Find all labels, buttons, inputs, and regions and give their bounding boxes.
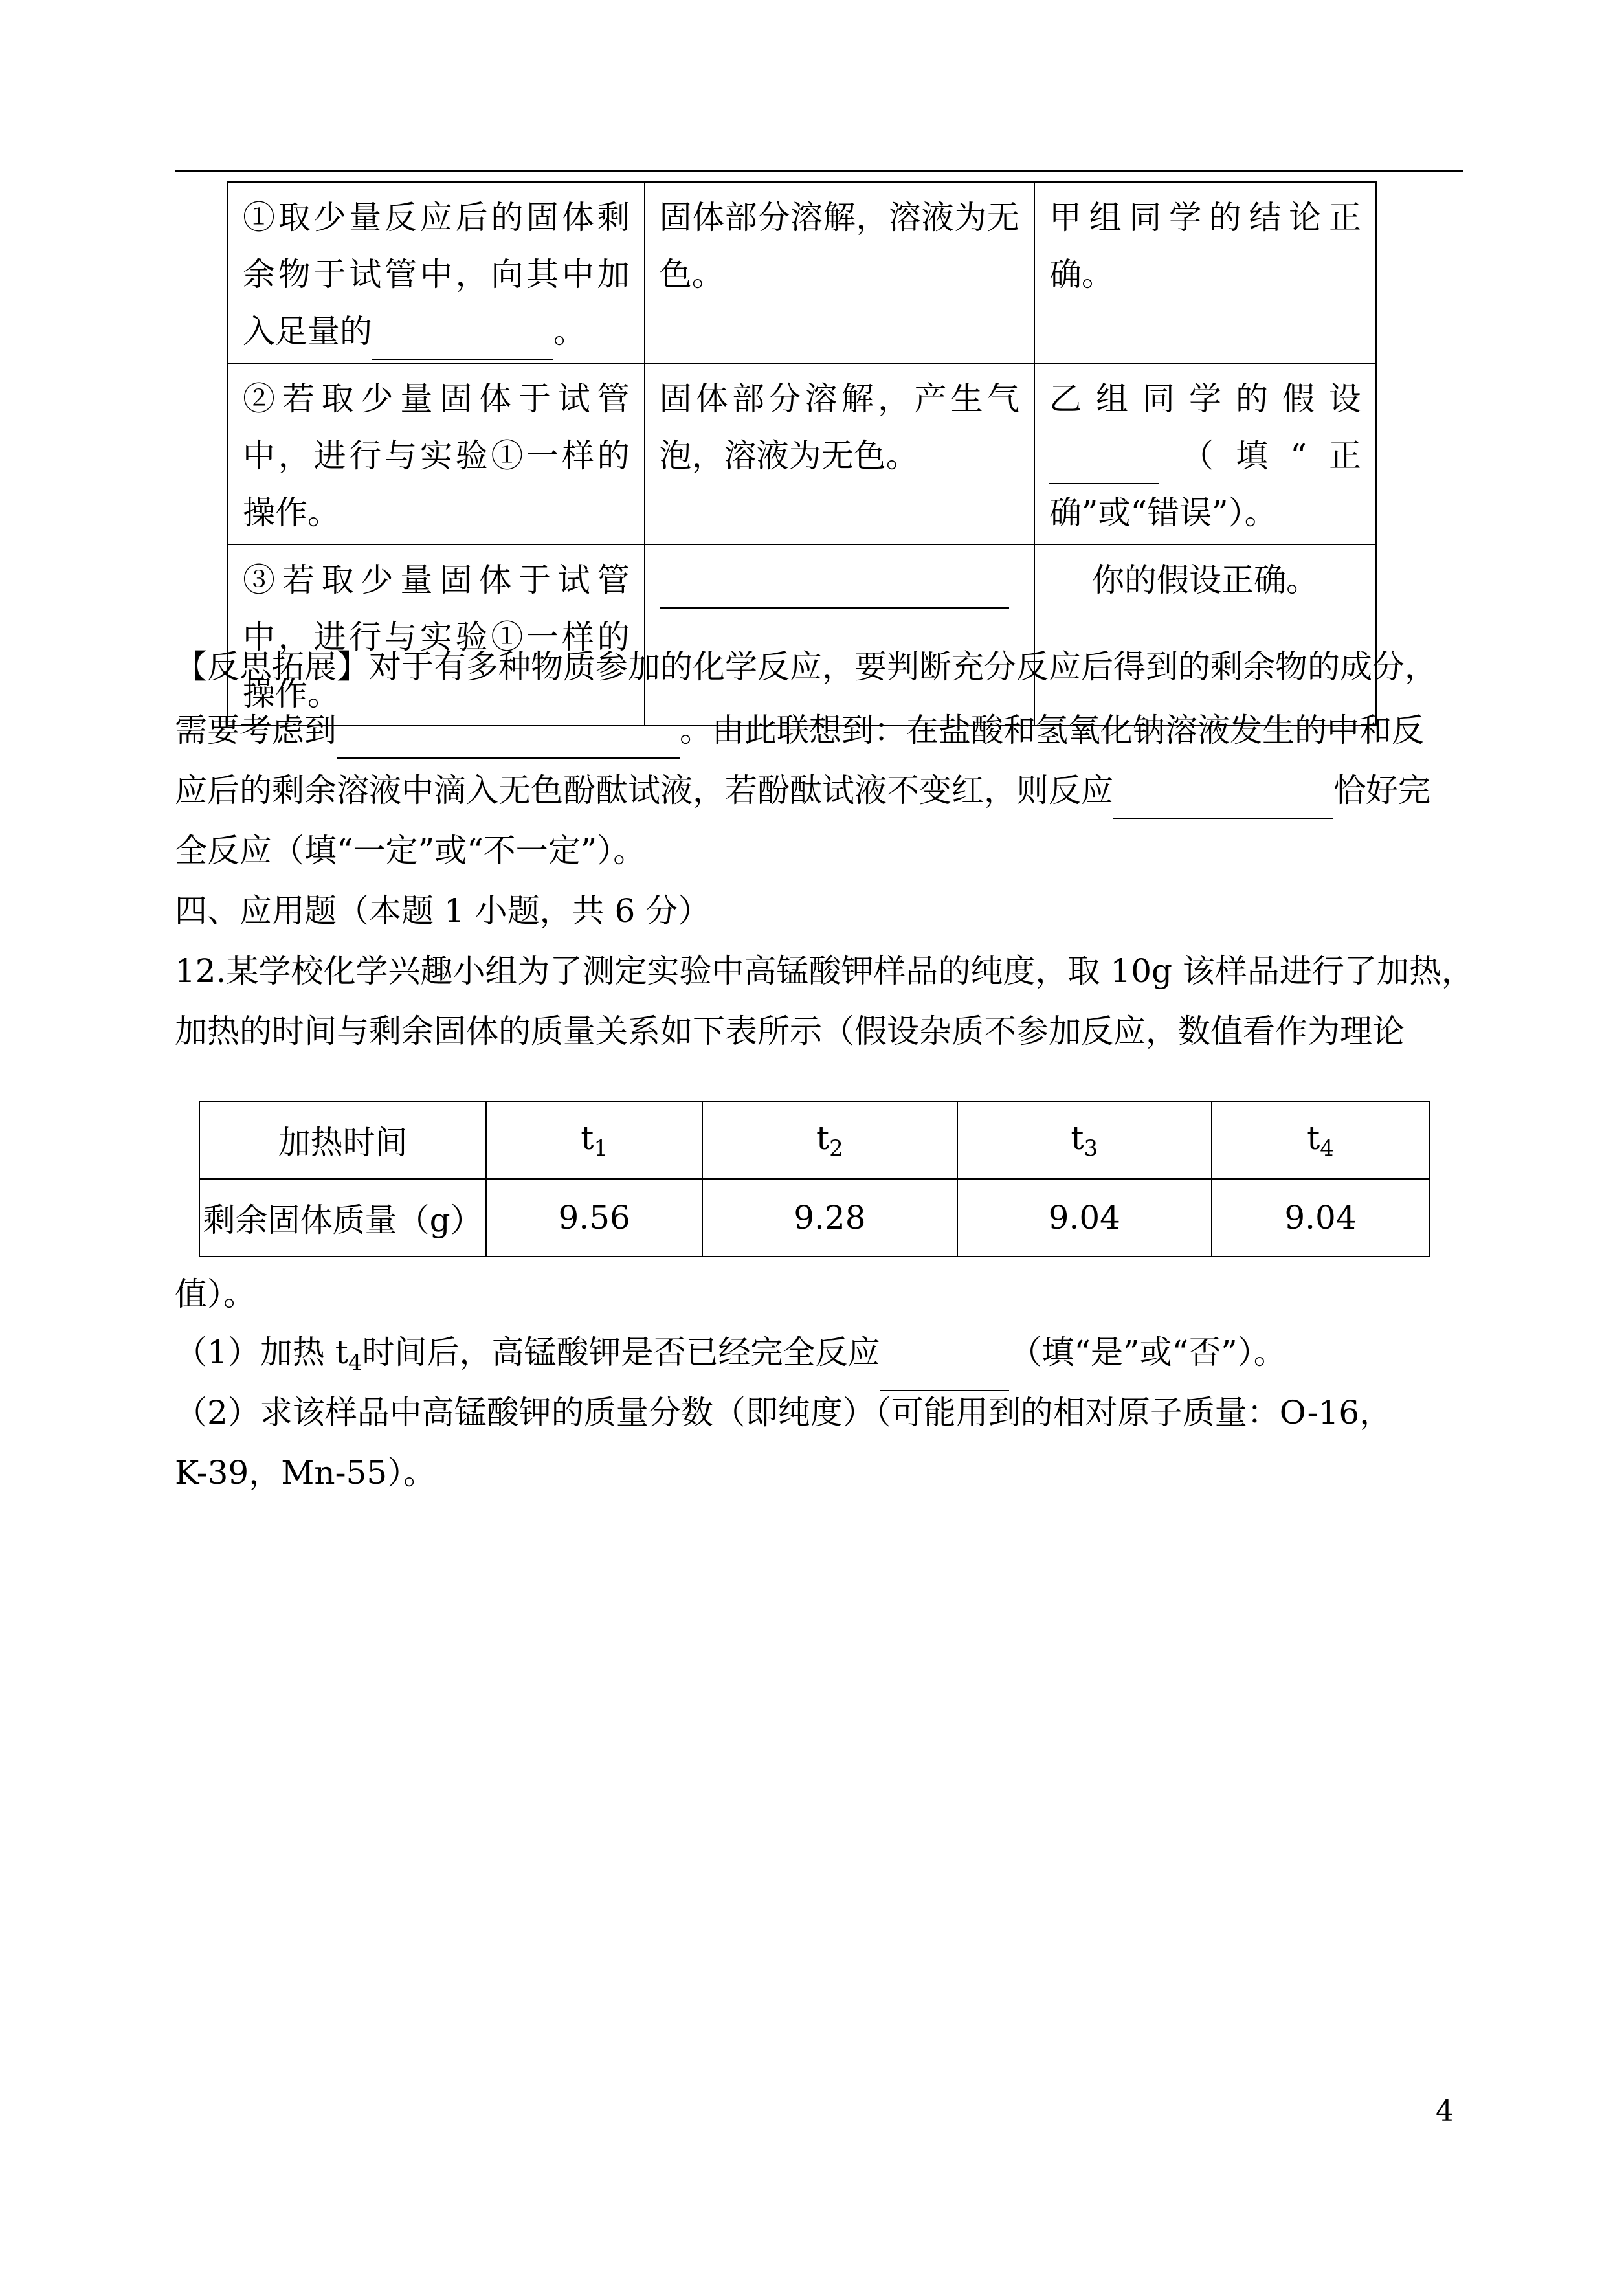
mass-cell: 9.56 [486,1179,702,1257]
reflection-line: 需要考虑到 。由此联想到：在盐酸和氢氧化钠溶液发生的中和反 [175,702,1463,759]
answer-blank[interactable] [1113,780,1333,819]
time-cell: $t_4$ [1212,1101,1429,1179]
reflection-line: 【反思拓展】对于有多种物质参加的化学反应，要判断充分反应后得到的剩余物的成分， [175,648,1437,686]
section-title: 四、应用题（本题 1 小题，共 6 分） [175,892,711,930]
mass-cell: 9.28 [702,1179,957,1257]
question-text: 值）。 [175,1275,256,1313]
question-text: 12.某学校化学兴趣小组为了测定实验中高锰酸钾样品的纯度，取 10g 该样品进行了加热， [175,952,1474,990]
mass-cell: 9.04 [1212,1179,1429,1257]
experiment-conclusion: 甲组同学的结论正确。 [1034,182,1376,363]
experiment-step: ②若取少量固体于试管中，进行与实验①一样的操作。 [228,363,645,544]
experiment-conclusion: 乙组同学的假设（填“正确”或“错误”）。 [1034,363,1376,544]
table-row [199,1179,1429,1257]
experiment-step: ①取少量反应后的固体剩余物于试管中，向其中加入足量的 。 [228,182,645,363]
experiment-step: ③若取少量固体于试管中，进行与实验①一样的操作。 [228,544,645,726]
reflection-line: 全反应（填“一定”或“不一定”）。 [175,832,646,869]
answer-blank[interactable] [372,321,553,360]
answer-blank[interactable] [1049,445,1159,484]
mass-cell: 9.04 [957,1179,1212,1257]
heating-data-table [199,1101,1430,1257]
table-row [228,182,1376,363]
time-cell: $t_1$ [486,1101,702,1179]
experiment-phenomenon [645,544,1034,726]
header-rule [175,170,1463,172]
experiment-phenomenon: 固体部分溶解，产生气泡，溶液为无色。 [645,363,1034,544]
row-label: 剩余固体质量（g） [199,1179,486,1257]
time-cell: $t_3$ [957,1101,1212,1179]
reflection-line: 应后的剩余溶液中滴入无色酚酞试液，若酚酞试液不变红，则反应 恰好完 [175,762,1463,819]
sub-question-2: K-39，Mn-55）。 [175,1454,436,1492]
table-row [228,363,1376,544]
time-cell: $t_2$ [702,1101,957,1179]
page-number: 4 [1436,2095,1454,2128]
row-label: 加热时间 [199,1101,486,1179]
question-text: 加热的时间与剩余固体的质量关系如下表所示（假设杂质不参加反应，数值看作为理论 [175,1012,1405,1050]
experiment-phenomenon: 固体部分溶解，溶液为无色。 [645,182,1034,363]
sub-question-1: （1）加热 $t_4$时间后，高锰酸钾是否已经完全反应 （填“是”或“否”）。 [175,1324,1463,1391]
sub-question-2: （2）求该样品中高锰酸钾的质量分数（即纯度）（可能用到的相对原子质量：O-16， [175,1394,1392,1431]
table-row [228,544,1376,726]
answer-blank[interactable] [337,720,680,759]
answer-blank[interactable] [660,570,1009,609]
table-row [199,1101,1429,1179]
experiment-conclusion: 你的假设正确。 [1034,544,1376,726]
